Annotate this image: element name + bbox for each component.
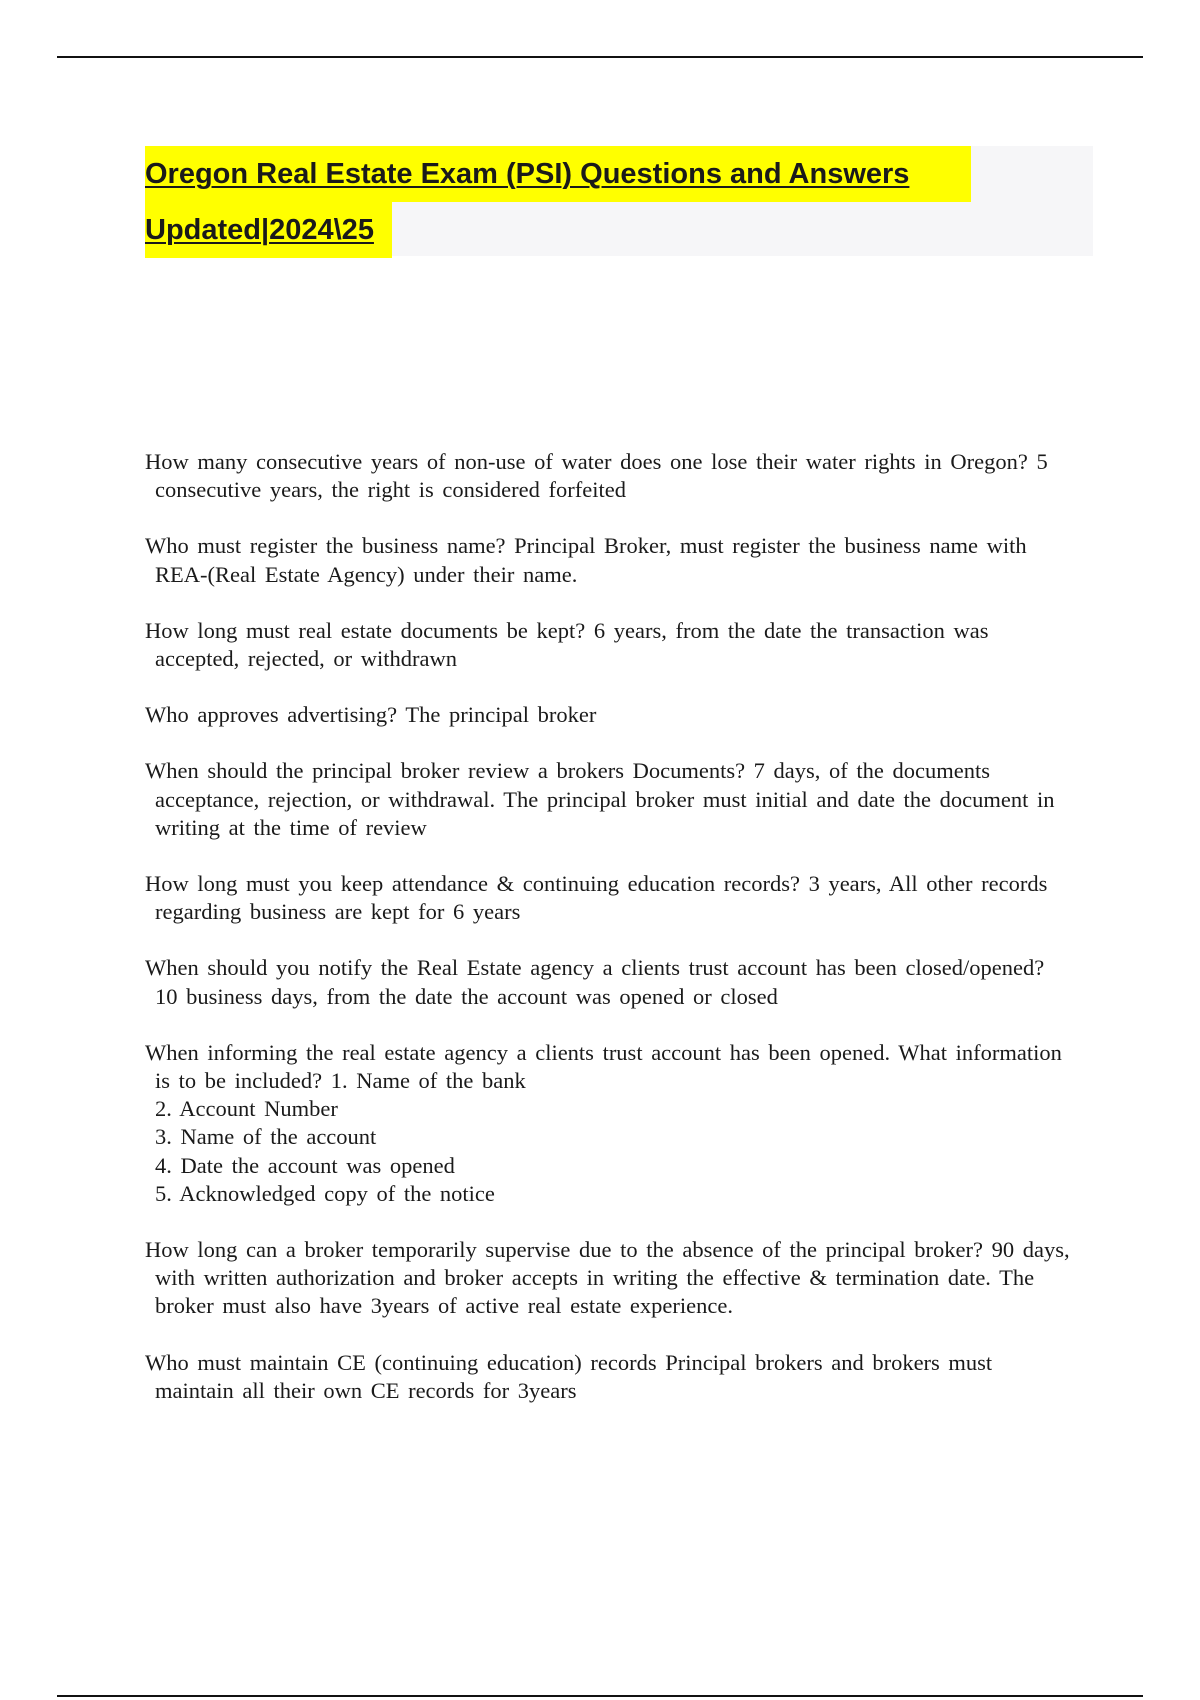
header-rule [57,56,1143,58]
qa-list [145,448,1075,1433]
qa-entry-ce-records: Who must maintain CE (continuing education) records Principal brokers and brokers must maintain all their own CE records for 3years [145,1349,993,1403]
document-title-line-2: Updated|2024\25 [145,202,392,258]
footer-rule [57,1695,1143,1697]
document-title-line-1: Oregon Real Estate Exam (PSI) Questions and Answers [145,146,971,202]
qa-entry-trust-account-notice: When should you notify the Real Estate agency a clients trust account has been closed/opened? 10 business days, from the date the account was opened or closed [145,955,1045,1009]
qa-entry-trust-account-info: When informing the real estate agency a clients trust account has been opened. What information is to be included? 1. Name of the bank 2. Account Number 3. Name of the account 4. Date the account was opened 5. Acknowledged copy of the notice [145,1039,1062,1206]
qa-entry-temporary-supervision: How long can a broker temporarily supervise due to the absence of the principal broker? 90 days, with written authorization and broker accepts in writing the effective & termination date. The broker must also have 3years of active real estate experience. [145,1237,1070,1319]
qa-entry-water-rights: How many consecutive years of non-use of water does one lose their water rights in Oregon? 5 consecutive years, the right is considered forfeited [145,449,1048,503]
qa-entry-education-records: How long must you keep attendance & continuing education records? 3 years, All other records regarding business are kept for 6 years [145,871,1048,925]
qa-entry-advertising: Who approves advertising? The principal broker [145,702,597,728]
qa-entry-document-retention: How long must real estate documents be kept? 6 years, from the date the transaction was accepted, rejected, or withdrawn [145,617,989,672]
qa-entry-business-name: Who must register the business name? Principal Broker, must register the business name with REA-(Real Estate Agency) under their name. [145,533,1027,587]
qa-entry-document-review: When should the principal broker review a brokers Documents? 7 days, of the documents acceptance, rejection, or withdrawal. The principal broker must initial and date the document in writing at the time of review [145,758,1055,840]
